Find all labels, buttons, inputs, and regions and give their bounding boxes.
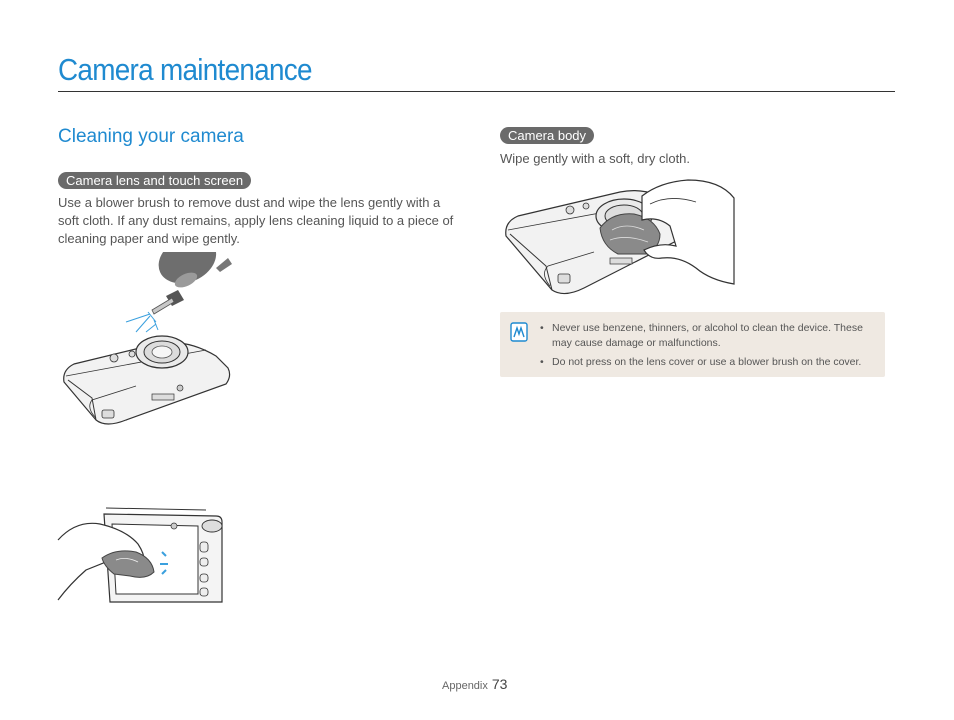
note-box <box>500 312 885 377</box>
lens-section-label: Camera lens and touch screen <box>58 172 251 189</box>
note-list <box>538 321 876 374</box>
screen-wipe-illustration <box>56 500 226 608</box>
body-section-label: Camera body <box>500 127 594 144</box>
lens-instructions: Use a blower brush to remove dust and wipe the lens gently with a soft cloth. If any dust remains, apply lens cleaning liquid to a piece of cleaning paper and wipe gently. <box>58 195 454 246</box>
page-number: 73 <box>491 676 508 692</box>
body-wipe-illustration <box>500 176 740 298</box>
body-instructions: Wipe gently with a soft, dry cloth. <box>500 151 691 166</box>
section-heading: Cleaning your camera <box>58 126 244 147</box>
note-item: • Do not press on the lens cover or use a blower brush on the cover. <box>538 355 876 370</box>
footer-section: Appendix <box>442 680 488 692</box>
title-divider <box>58 91 895 92</box>
note-item: • Never use benzene, thinners, or alcohol to clean the device. These may cause damage or malfunctions. <box>538 321 876 351</box>
blower-camera-illustration <box>56 252 236 432</box>
note-icon <box>510 322 528 342</box>
page-footer <box>442 676 507 692</box>
page-title: Camera maintenance <box>58 52 312 87</box>
